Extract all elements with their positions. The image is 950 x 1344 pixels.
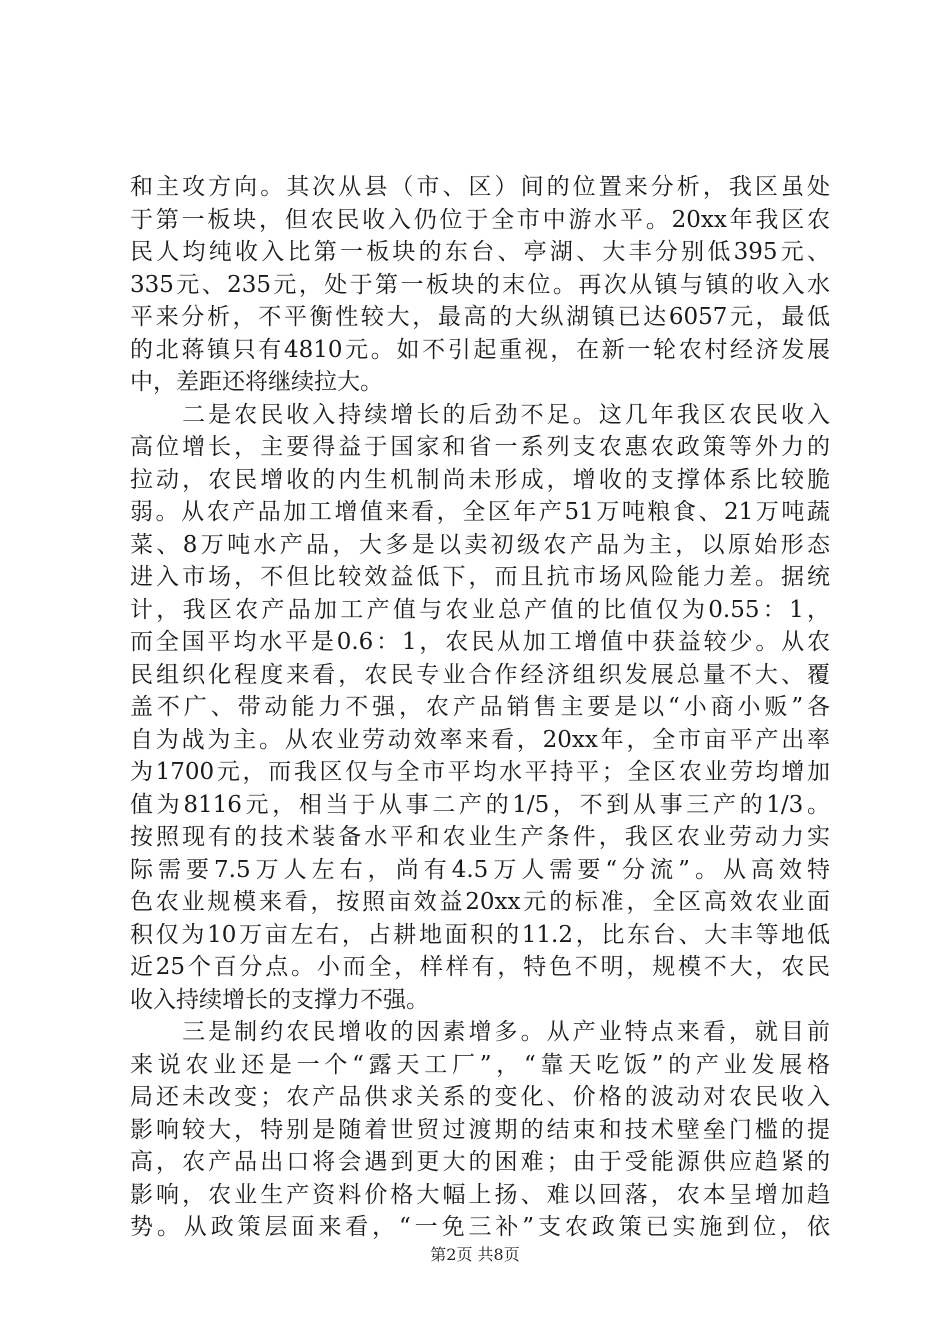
text-line: 收入持续增长的支撑力不强。 (130, 986, 429, 1013)
text-line: 高位增长，主要得益于国家和省一系列支农惠农政策等外力的 (130, 434, 830, 460)
text-line: 盖不广、带动能力不强，农产品销售主要是以“小商小贩”各 (130, 694, 830, 720)
text-line: 335元、235元，处于第一板块的末位。再次从镇与镇的收入水 (130, 271, 830, 298)
text-line: 和主攻方向。其次从县（市、区）间的位置来分析，我区虽处 (130, 174, 830, 200)
text-line: 进入市场，不但比较效益低下，而且抗市场风险能力差。据统 (130, 564, 830, 590)
text-line: 弱。从农产品加工增值来看，全区年产51万吨粮食、21万吨蔬 (130, 499, 830, 525)
text-line: 为1700元，而我区仅与全市平均水平持平；全区农业劳均增加 (130, 759, 830, 785)
text-line: 民组织化程度来看，农民专业合作经济组织发展总量不大、覆 (130, 661, 830, 688)
text-line: 按照现有的技术装备水平和农业生产条件，我区农业劳动力实 (130, 824, 830, 850)
text-line: 平来分析，不平衡性较大，最高的大纵湖镇已达6057元，最低 (130, 304, 830, 330)
text-line: 拉动，农民增收的内生机制尚未形成，增收的支撑体系比较脆 (130, 466, 830, 493)
text-line: 自为战为主。从农业劳动效率来看，20xx年，全市亩平产出率 (130, 726, 830, 753)
text-line: 的北蒋镇只有4810元。如不引起重视，在新一轮农村经济发展 (130, 336, 830, 363)
document-body (130, 171, 830, 1244)
text-line: 局还未改变；农产品供求关系的变化、价格的波动对农民收入 (130, 1084, 830, 1110)
text-line: 势。从政策层面来看，“一免三补”支农政策已实施到位，依 (130, 1214, 830, 1240)
page-footer (0, 1244, 950, 1266)
text-line: 影响，农业生产资料价格大幅上扬、难以回落，农本呈增加趋 (130, 1181, 830, 1208)
text-line: 二是农民收入持续增长的后劲不足。这几年我区农民收入 (130, 401, 830, 428)
text-line: 三是制约农民增收的因素增多。从产业特点来看，就目前 (130, 1019, 830, 1045)
text-line: 而全国平均水平是0.6：1，农民从加工增值中获益较少。从农 (130, 629, 830, 655)
text-line: 际需要7.5万人左右，尚有4.5万人需要“分流”。从高效特 (130, 856, 830, 883)
text-line: 影响较大，特别是随着世贸过渡期的结束和技术壁垒门槛的提 (130, 1116, 830, 1143)
text-line: 近25个百分点。小而全，样样有，特色不明，规模不大，农民 (130, 954, 830, 980)
text-line: 积仅为10万亩左右，占耕地面积的11.2，比东台、大丰等地低 (130, 921, 830, 948)
text-line: 于第一板块，但农民收入仍位于全市中游水平。20xx年我区农 (130, 206, 830, 233)
text-line: 值为8116元，相当于从事二产的1/5，不到从事三产的1/3。 (130, 791, 830, 818)
text-line: 菜、8万吨水产品，大多是以卖初级农产品为主，以原始形态 (130, 531, 830, 558)
text-line: 民人均纯收入比第一板块的东台、亭湖、大丰分别低395元、 (130, 239, 830, 265)
text-line: 高，农产品出口将会遇到更大的困难；由于受能源供应趋紧的 (130, 1149, 830, 1175)
page-number-label: 第2页 共8页 (430, 1245, 520, 1264)
text-line: 来说农业还是一个“露天工厂”，“靠天吃饭”的产业发展格 (130, 1051, 830, 1078)
text-line: 计，我区农产品加工产值与农业总产值的比值仅为0.55：1， (130, 596, 830, 623)
text-line: 色农业规模来看，按照亩效益20xx元的标准，全区高效农业面 (130, 889, 830, 915)
text-line: 中，差距还将继续拉大。 (130, 369, 383, 395)
